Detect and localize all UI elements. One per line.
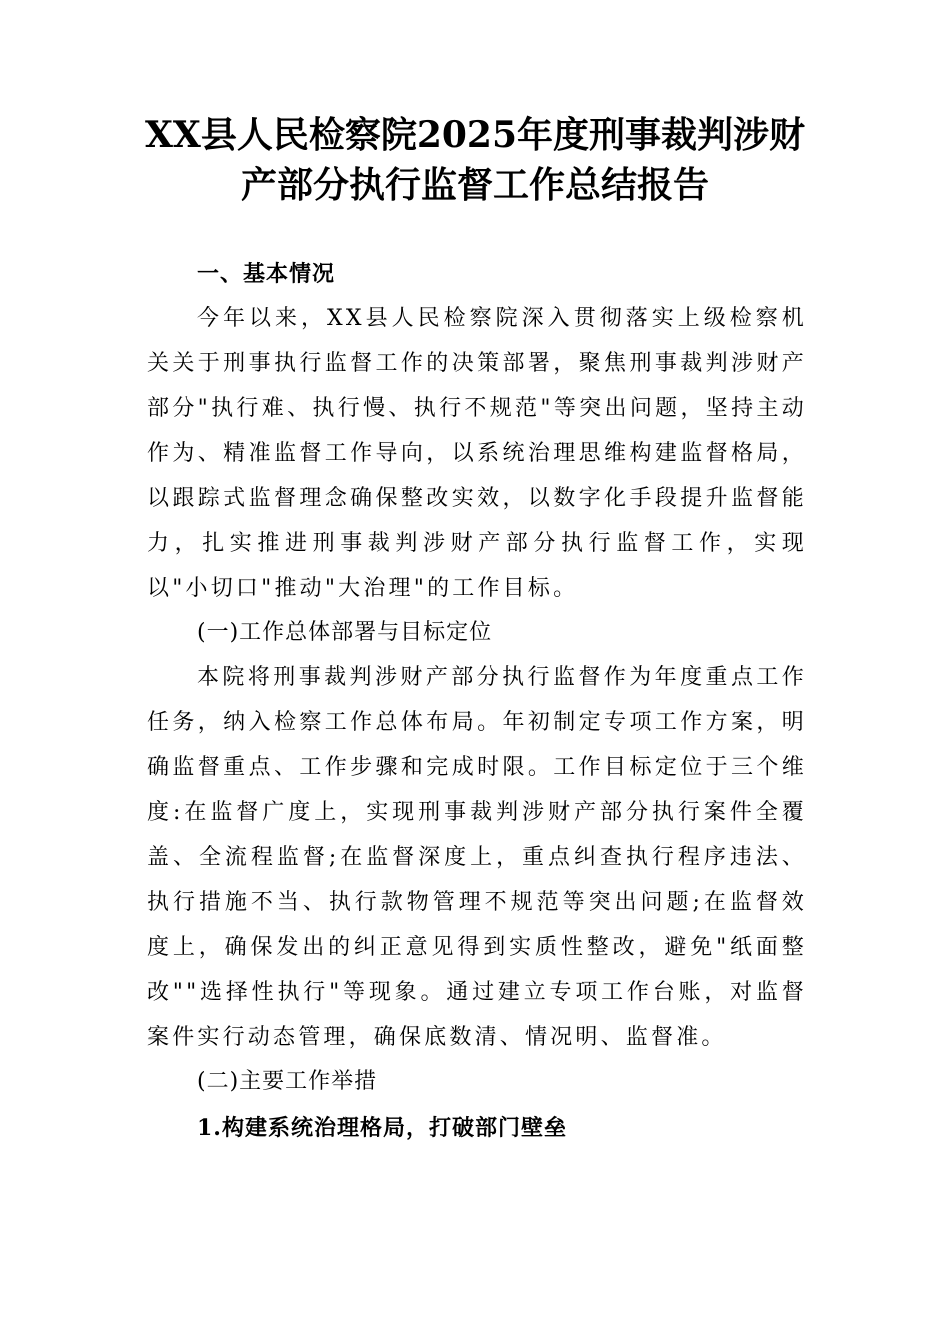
subsection-heading-deployment: (一)工作总体部署与目标定位 — [197, 620, 493, 645]
subsection-heading-measures: (二)主要工作举措 — [197, 1069, 378, 1094]
title-line-1: XX县人民检察院2025年度刑事裁判涉财 — [144, 114, 806, 156]
document-title — [140, 110, 810, 210]
paragraph-overview: 今年以来，XX县人民检察院深入贯彻落实上级检察机关关于刑事执行监督工作的决策部署，聚焦刑事裁判涉财产部分"执行难、执行慢、执行不规范"等突出问题，坚持主动作为、精准监督工作导向，以系统治理思维构建监督格局，以跟踪式监督理念确保整改实效，以数字化手段提升监督能力，扎实推进刑事裁判涉财产部分执行监督工作，实现以"小切口"推动"大治理"的工作目标。 — [147, 306, 807, 601]
title-line-2: 产部分执行监督工作总结报告 — [240, 164, 709, 206]
item-heading-governance: 1.构建系统治理格局，打破部门壁垒 — [197, 1115, 567, 1141]
document-body — [147, 252, 807, 1152]
paragraph-deployment: 本院将刑事裁判涉财产部分执行监督作为年度重点工作任务，纳入检察工作总体布局。年初制定专项工作方案，明确监督重点、工作步骤和完成时限。工作目标定位于三个维度:在监督广度上，实现刑事裁判涉财产部分执行案件全覆盖、全流程监督;在监督深度上，重点纠查执行程序违法、执行措施不当、执行款物管理不规范等突出问题;在监督效度上，确保发出的纠正意见得到实质性整改，避免"纸面整改""选择性执行"等现象。通过建立专项工作台账，对监督案件实行动态管理，确保底数清、情况明、监督准。 — [147, 665, 807, 1050]
section-heading-basic-situation: 一、基本情况 — [197, 261, 336, 287]
